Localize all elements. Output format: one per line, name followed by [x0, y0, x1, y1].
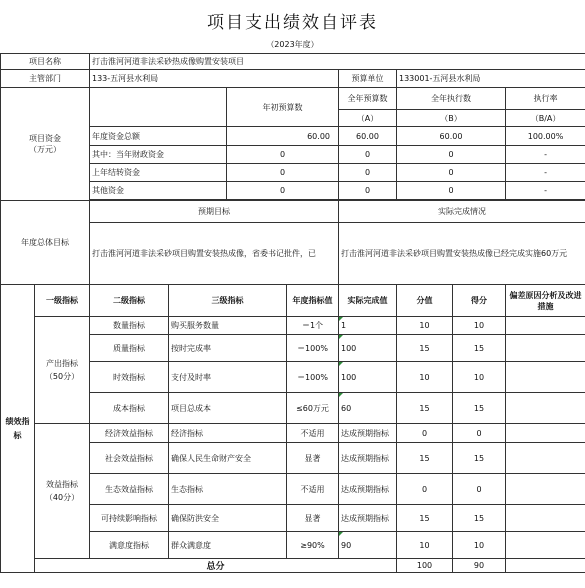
indicator-l2: 数量指标: [90, 317, 169, 335]
funds-row-name: 其他资金: [90, 182, 227, 200]
funds-header-budget: 全年预算数: [339, 88, 397, 110]
indicator-actual: 1: [339, 317, 397, 335]
indicator-l3: 项目总成本: [169, 393, 287, 424]
indicator-l2: 满意度指标: [90, 532, 169, 559]
indicator-l3: 按时完成率: [169, 335, 287, 362]
header-l3: 三级指标: [169, 285, 287, 317]
funds-blank: [90, 88, 227, 127]
indicator-score: 0: [397, 474, 453, 505]
total-got: 90: [453, 559, 506, 573]
output-label: 产出指标（50分）: [35, 317, 90, 424]
indicator-l2: 质量指标: [90, 335, 169, 362]
indicator-l2: 经济效益指标: [90, 424, 169, 443]
header-target: 年度指标值: [287, 285, 339, 317]
indicator-l3: 支付及时率: [169, 362, 287, 393]
indicator-deviation: [506, 424, 585, 443]
indicator-target: ≤60万元: [287, 393, 339, 424]
indicator-row: [1, 424, 585, 443]
perf-label: 绩效指标: [1, 285, 35, 573]
funds-row-budget: 60.00: [339, 127, 397, 146]
funds-row-exec: 0: [397, 164, 506, 182]
goal-label: 年度总体目标: [1, 201, 90, 285]
header-actual: 实际完成值: [339, 285, 397, 317]
funds-row-initial: 0: [227, 164, 339, 182]
indicator-target: 不适用: [287, 474, 339, 505]
row-project-name: [1, 54, 585, 70]
funds-row-rate: 100.00%: [506, 127, 585, 146]
indicator-got: 15: [453, 335, 506, 362]
indicator-l3: 确保防洪安全: [169, 505, 287, 532]
funds-row-name: 其中：当年财政资金: [90, 146, 227, 164]
indicator-deviation: [506, 532, 585, 559]
page-title: 项目支出绩效自评表: [207, 13, 378, 33]
goal-expected-text: 打击淮河河道非法采砂项目购置安装热成像，省委书记批件，已: [90, 223, 339, 285]
row-indicator-header: [1, 285, 585, 317]
indicator-deviation: [506, 335, 585, 362]
indicator-got: 10: [453, 362, 506, 393]
goal-expected-label: 预期目标: [90, 201, 339, 223]
indicator-got: 0: [453, 474, 506, 505]
indicator-deviation: [506, 317, 585, 335]
indicator-got: 0: [453, 424, 506, 443]
indicator-l3: 购买服务数量: [169, 317, 287, 335]
funds-row-rate: -: [506, 146, 585, 164]
row-total: [1, 559, 585, 573]
project-name-value: 打击淮河河道非法采砂热成像购置安装项目: [90, 54, 585, 70]
funds-sub-b: （B）: [397, 110, 506, 127]
indicator-l2: 生态效益指标: [90, 474, 169, 505]
header-score: 分值: [397, 285, 453, 317]
total-score: 100: [397, 559, 453, 573]
total-deviation: [506, 559, 585, 573]
funds-row-budget: 0: [339, 164, 397, 182]
funds-sub-ba: （B/A）: [506, 110, 585, 127]
header-deviation: 偏差原因分析及改进措施: [506, 285, 585, 317]
indicator-l3: 生态指标: [169, 474, 287, 505]
indicator-got: 15: [453, 505, 506, 532]
indicator-actual: 90: [339, 532, 397, 559]
funds-row-name: 上年结转资金: [90, 164, 227, 182]
indicator-actual: 达成预期指标: [339, 424, 397, 443]
indicator-deviation: [506, 443, 585, 474]
row-funds-header: [1, 88, 585, 110]
indicator-got: 15: [453, 393, 506, 424]
indicator-actual: 100: [339, 362, 397, 393]
indicator-actual: 达成预期指标: [339, 474, 397, 505]
indicator-target: ＝100%: [287, 362, 339, 393]
funds-row-rate: -: [506, 164, 585, 182]
indicator-score: 0: [397, 424, 453, 443]
indicator-target: ＝1个: [287, 317, 339, 335]
indicator-l3: 经济指标: [169, 424, 287, 443]
indicator-deviation: [506, 393, 585, 424]
row-goal-header: [1, 201, 585, 223]
indicator-l2: 成本指标: [90, 393, 169, 424]
header-l2: 二级指标: [90, 285, 169, 317]
funds-label: 项目资金 （万元）: [1, 88, 90, 201]
unit-value: 133001-五河县水利局: [397, 70, 585, 88]
indicator-score: 10: [397, 532, 453, 559]
funds-row-initial: 0: [227, 146, 339, 164]
indicator-deviation: [506, 362, 585, 393]
indicator-score: 10: [397, 317, 453, 335]
indicator-l2: 社会效益指标: [90, 443, 169, 474]
funds-row-rate: -: [506, 182, 585, 200]
indicator-l3: 群众满意度: [169, 532, 287, 559]
indicator-row: [1, 317, 585, 335]
unit-label: 预算单位: [339, 70, 397, 88]
indicator-target: ＝100%: [287, 335, 339, 362]
indicator-got: 10: [453, 532, 506, 559]
funds-row-exec: 0: [397, 146, 506, 164]
funds-row-exec: 60.00: [397, 127, 506, 146]
indicator-got: 10: [453, 317, 506, 335]
indicator-deviation: [506, 474, 585, 505]
year-label: （2023年度）: [266, 40, 319, 49]
funds-row-initial: 60.00: [227, 127, 339, 146]
indicator-actual: 100: [339, 335, 397, 362]
funds-sub-a: （A）: [339, 110, 397, 127]
funds-header-rate: 执行率: [506, 88, 585, 110]
indicator-score: 15: [397, 443, 453, 474]
benefit-label: 效益指标（40分）: [35, 424, 90, 559]
indicator-got: 15: [453, 443, 506, 474]
goal-actual-text: 打击淮河河道非法采砂项目购置安装热成像已经完成实施60万元: [339, 223, 585, 285]
dept-label: 主管部门: [1, 70, 90, 88]
dept-value: 133-五河县水利局: [90, 70, 339, 88]
indicator-actual: 达成预期指标: [339, 443, 397, 474]
indicator-score: 15: [397, 393, 453, 424]
project-name-label: 项目名称: [1, 54, 90, 70]
indicator-target: 不适用: [287, 424, 339, 443]
funds-row-budget: 0: [339, 146, 397, 164]
indicator-l3: 确保人民生命财产安全: [169, 443, 287, 474]
indicator-score: 15: [397, 335, 453, 362]
indicator-deviation: [506, 505, 585, 532]
evaluation-table: [0, 53, 585, 573]
funds-row-initial: 0: [227, 182, 339, 200]
indicator-actual: 达成预期指标: [339, 505, 397, 532]
header-l1: 一级指标: [35, 285, 90, 317]
indicator-score: 15: [397, 505, 453, 532]
indicator-l2: 可持续影响指标: [90, 505, 169, 532]
funds-row-name: 年度资金总额: [90, 127, 227, 146]
indicator-target: ≥90%: [287, 532, 339, 559]
funds-row-budget: 0: [339, 182, 397, 200]
funds-header-initial: 年初预算数: [227, 88, 339, 127]
row-dept: [1, 70, 585, 88]
indicator-l2: 时效指标: [90, 362, 169, 393]
total-label: 总分: [35, 559, 397, 573]
funds-row-exec: 0: [397, 182, 506, 200]
indicator-actual: 60: [339, 393, 397, 424]
goal-actual-label: 实际完成情况: [339, 201, 585, 223]
funds-header-exec: 全年执行数: [397, 88, 506, 110]
indicator-score: 10: [397, 362, 453, 393]
indicator-target: 显著: [287, 443, 339, 474]
indicator-target: 显著: [287, 505, 339, 532]
header-got: 得分: [453, 285, 506, 317]
